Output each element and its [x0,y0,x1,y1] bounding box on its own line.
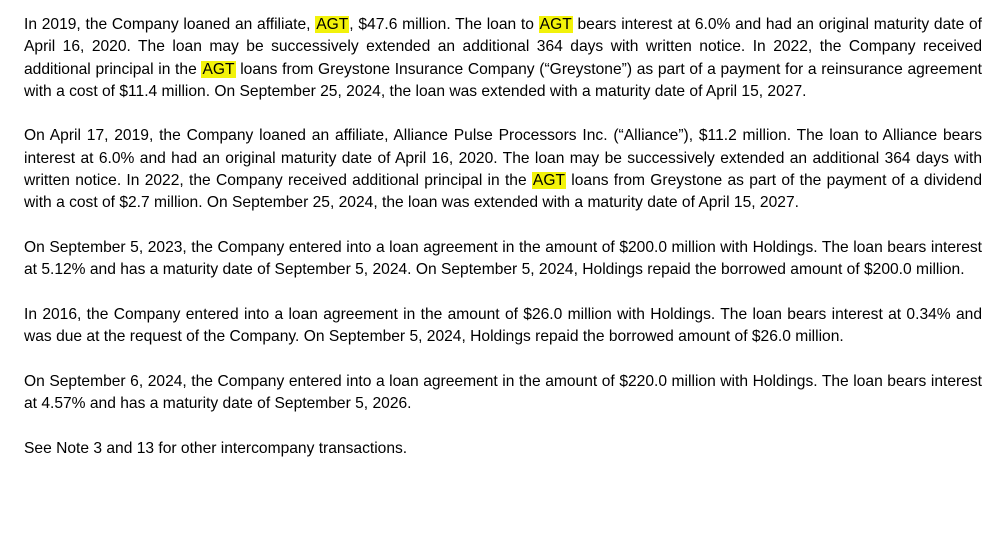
highlighted-term: AGT [539,16,572,33]
paragraph-holdings-loan-2024 [24,371,982,416]
highlighted-term: AGT [316,16,349,33]
text-run: On September 5, 2023, the Company entered into a loan agreement in the amount of $200.0 million with Holdings. The loan bears interest at 5.12% and has a maturity date of September 5, 2024. On September 5, 2024, Holdings repaid the borrowed amount of $200.0 million. [24,238,982,279]
text-run: On September 6, 2024, the Company entered into a loan agreement in the amount of $220.0 million with Holdings. The loan bears interest at 4.57% and has a maturity date of September 5, 2026. [24,372,982,413]
text-run: See Note 3 and 13 for other intercompany transactions. [24,439,408,457]
text-run: , $47.6 million. The loan to [349,16,539,33]
paragraph-alliance-loan [24,125,982,214]
highlighted-term: AGT [202,60,235,78]
paragraph-agt-loan [24,14,982,103]
text-run: In 2016, the Company entered into a loan agreement in the amount of $26.0 million with Holdings. The loan bears interest at 0.34% and was due at the request of the Company. On September 5, 2024, Holdings repaid the borrowed amount of $26.0 million. [24,305,982,346]
text-run: In 2019, the Company loaned an affiliate, [24,16,316,33]
text-run: loans from Greystone as part of the payment of a dividend with a cost of $2.7 million. On September 25, 2024, the loan was extended with a maturity date of April 15, 2027. [24,172,982,212]
paragraph-holdings-loan-2016 [24,304,982,349]
paragraph-note-reference [24,438,982,460]
paragraph-holdings-loan-2023 [24,237,982,282]
text-run: loans from Greystone Insurance Company (“Greystone”) as part of a payment for a reinsurance agreement with a cost of $11.4 million. On September 25, 2024, the loan was extended with a maturity date of April 15, 2027. [24,60,982,100]
document-body [24,14,982,460]
text-run: bears interest at 6.0% and had an original maturity date of April 16, 2020. The loan may be successively extended an additional 364 days with written notice. In 2022, the Company received additional principal in the [24,16,982,78]
highlighted-term: AGT [532,172,565,190]
text-run: On April 17, 2019, the Company loaned an affiliate, Alliance Pulse Processors Inc. (“Alliance”), $11.2 million. The loan to Alliance bears interest at 6.0% and had an original maturity date of April 16, 2020. The loan may be successively extended an additional 364 days with written notice. In 2022, the Company received additional principal in the [24,127,982,190]
